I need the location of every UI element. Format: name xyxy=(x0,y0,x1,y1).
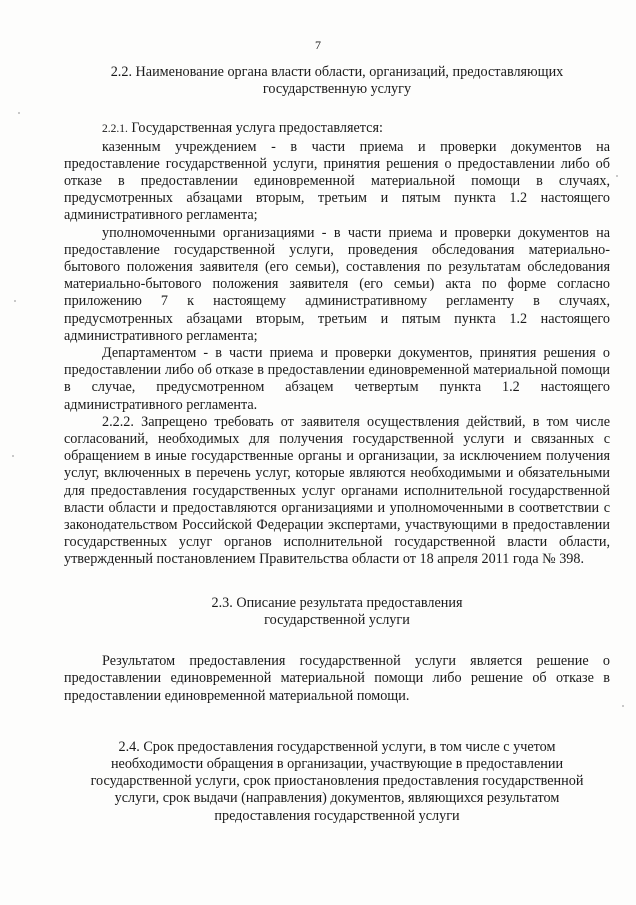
paragraph-2-2-1 xyxy=(64,120,610,138)
paragraph-upolnomochennymi: уполномоченными организациями - в части приема и проверки документов на предоставление государственной услуги, проведения обследования материально-бытового положения заявителя (его семьи), составления по результатам обследования материально-бытового положения заявителя (его семьи) акта по форме согласно приложению 7 к настоящему административному регламенту в случаях, предусмотренных абзацами вторым, третьим и пятым пункта 1.2 настоящего административного регламента; xyxy=(64,224,610,344)
scan-speck xyxy=(14,300,16,302)
paragraph-result: Результатом предоставления государственной услуги является решение о предоставлении единовременной материальной помощи либо решение об отказе в предоставлении единовременной материальной помощи. xyxy=(64,653,610,704)
paragraph-2-2-1-text: Государственная услуга предоставляется: xyxy=(127,120,383,137)
section-2-3-heading-line1: 2.3. Описание результата предоставления xyxy=(211,594,463,611)
section-2-3-heading-line2: государственной услуги xyxy=(264,611,410,628)
page-number: 7 xyxy=(315,38,321,52)
paragraph-2-2-2: 2.2.2. Запрещено требовать от заявителя осуществления действий, в том числе согласований, необходимых для получения государственной услуги и связанных с обращением в иные государственные органы и организации, за исключением получения услуг, включенных в перечень услуг, которые являются необходимыми и обязательными для предоставления государственных услуг органами исполнительной государственной власти области и предоставляются организациями и уполномоченными в соответствии с законодательством Российской Федерации экспертами, участвующими в предоставлении государственных услуг органов исполнительной государственной власти области, утвержденный постановлением Правительства области от 18 апреля 2011 года № 398. xyxy=(64,413,610,568)
paragraph-kazennym: казенным учреждением - в части приема и проверки документов на предоставление государственной услуги, принятия решения о предоставлении либо об отказе в предоставлении единовременной материальной помощи в случаях, предусмотренных абзацами вторым, третьим и пятым пункта 1.2 настоящего административного регламента; xyxy=(64,138,610,224)
document-body xyxy=(64,64,610,825)
scan-speck xyxy=(622,705,624,707)
scan-speck xyxy=(12,455,14,457)
scan-speck xyxy=(18,112,20,114)
scan-speck xyxy=(616,175,618,177)
section-2-4-heading: 2.4. Срок предоставления государственной услуги, в том числе с учетом необходимости обращения в организации, участвующие в предоставлении государственной услуги, срок приостановления предоставления государственной услуги, срок выдачи (направления) документов, являющихся результатом предоставления государственной услуги xyxy=(90,738,584,824)
section-2-2-heading: 2.2. Наименование органа власти области, организаций, предоставляющих государственную услугу xyxy=(110,64,564,98)
paragraph-departamentom: Департаментом - в части приема и проверки документов, принятия решения о предоставлении либо об отказе в предоставлении единовременной материальной помощи в случае, предусмотренном абзацем четвертым пункта 1.2 настоящего административного регламента. xyxy=(64,345,610,413)
paragraph-2-2-1-number: 2.2.1. xyxy=(102,123,128,136)
